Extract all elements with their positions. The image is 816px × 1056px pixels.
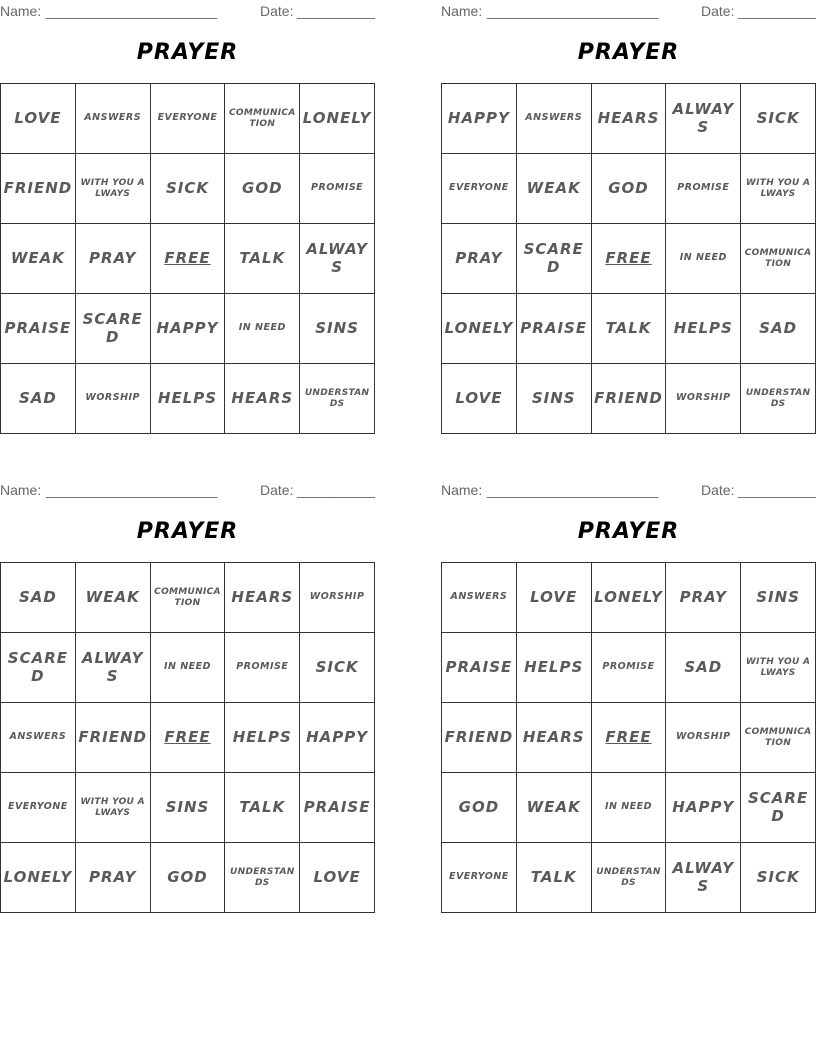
bingo-cell: WITH YOU ALWAYS xyxy=(76,154,151,224)
date-line: __________ xyxy=(297,3,375,19)
bingo-cell: IN NEED xyxy=(592,773,667,843)
bingo-cell: FRIEND xyxy=(1,154,76,224)
bingo-cell: FRIEND xyxy=(592,364,667,434)
bingo-cell: HEARS xyxy=(592,84,667,154)
bingo-grid xyxy=(0,562,375,913)
bingo-cell: TALK xyxy=(517,843,592,913)
bingo-cell: SCARED xyxy=(741,773,816,843)
bingo-free-cell: FREE xyxy=(592,703,667,773)
bingo-cell: WEAK xyxy=(76,563,151,633)
card-title: PRAYER xyxy=(577,519,680,544)
bingo-cell: GOD xyxy=(442,773,517,843)
bingo-cell: SCARED xyxy=(76,294,151,364)
card-title: PRAYER xyxy=(136,40,239,65)
bingo-cell: SCARED xyxy=(517,224,592,294)
bingo-cell: SAD xyxy=(741,294,816,364)
date-label: Date: xyxy=(260,3,294,19)
card-title: PRAYER xyxy=(577,40,680,65)
bingo-cell: EVERYONE xyxy=(151,84,226,154)
bingo-card-4 xyxy=(441,479,816,919)
bingo-cell: SAD xyxy=(1,563,76,633)
bingo-cell: PRAISE xyxy=(517,294,592,364)
bingo-cell: WEAK xyxy=(517,773,592,843)
date-label: Date: xyxy=(701,482,735,498)
card-header xyxy=(0,482,375,498)
bingo-cell: ALWAYS xyxy=(666,843,741,913)
bingo-cell: WORSHIP xyxy=(300,563,375,633)
bingo-cell: WITH YOU ALWAYS xyxy=(741,633,816,703)
bingo-grid xyxy=(441,562,816,913)
bingo-cell: WORSHIP xyxy=(666,703,741,773)
bingo-cell: LONELY xyxy=(442,294,517,364)
card-header xyxy=(0,3,375,19)
bingo-cell: ANSWERS xyxy=(1,703,76,773)
card-title: PRAYER xyxy=(136,519,239,544)
bingo-grid xyxy=(0,83,375,434)
bingo-cell: FRIEND xyxy=(442,703,517,773)
bingo-cell: FRIEND xyxy=(76,703,151,773)
bingo-cell: UNDERSTANDS xyxy=(225,843,300,913)
name-label: Name: xyxy=(441,482,483,498)
card-header xyxy=(441,482,816,498)
bingo-cell: ANSWERS xyxy=(76,84,151,154)
bingo-card-2 xyxy=(441,0,816,440)
bingo-cell: SAD xyxy=(666,633,741,703)
bingo-free-cell: FREE xyxy=(592,224,667,294)
bingo-cell: LONELY xyxy=(300,84,375,154)
bingo-cell: COMMUNICATION xyxy=(741,703,816,773)
bingo-cell: LOVE xyxy=(517,563,592,633)
bingo-cell: UNDERSTANDS xyxy=(300,364,375,434)
date-line: __________ xyxy=(738,482,816,498)
bingo-cell: EVERYONE xyxy=(442,843,517,913)
bingo-cell: SAD xyxy=(1,364,76,434)
bingo-cell: PROMISE xyxy=(592,633,667,703)
bingo-cell: ALWAYS xyxy=(300,224,375,294)
date-label: Date: xyxy=(260,482,294,498)
name-label: Name: xyxy=(441,3,483,19)
bingo-cell: ALWAYS xyxy=(666,84,741,154)
bingo-cell: GOD xyxy=(151,843,226,913)
bingo-cell: GOD xyxy=(225,154,300,224)
bingo-cell: SICK xyxy=(300,633,375,703)
bingo-cell: HAPPY xyxy=(151,294,226,364)
bingo-grid xyxy=(441,83,816,434)
bingo-cell: WEAK xyxy=(1,224,76,294)
bingo-cell: TALK xyxy=(225,773,300,843)
name-label: Name: xyxy=(0,3,42,19)
bingo-cell: ANSWERS xyxy=(442,563,517,633)
bingo-cell: HAPPY xyxy=(666,773,741,843)
bingo-cell: COMMUNICATION xyxy=(741,224,816,294)
bingo-cell: LONELY xyxy=(592,563,667,633)
bingo-cell: PRAY xyxy=(442,224,517,294)
bingo-cell: WORSHIP xyxy=(666,364,741,434)
bingo-card-1 xyxy=(0,0,375,440)
bingo-cell: LOVE xyxy=(1,84,76,154)
bingo-cell: WEAK xyxy=(517,154,592,224)
bingo-cell: PROMISE xyxy=(225,633,300,703)
bingo-cell: PRAISE xyxy=(300,773,375,843)
bingo-cell: EVERYONE xyxy=(1,773,76,843)
bingo-cell: SINS xyxy=(517,364,592,434)
bingo-cell: SICK xyxy=(741,84,816,154)
bingo-cell: SCARED xyxy=(1,633,76,703)
date-line: __________ xyxy=(738,3,816,19)
bingo-cell: PRAY xyxy=(666,563,741,633)
bingo-cell: WORSHIP xyxy=(76,364,151,434)
bingo-cell: LONELY xyxy=(1,843,76,913)
bingo-cell: PRAISE xyxy=(442,633,517,703)
bingo-cell: ALWAYS xyxy=(76,633,151,703)
name-line: ______________________ xyxy=(487,3,659,19)
date-line: __________ xyxy=(297,482,375,498)
bingo-cell: SINS xyxy=(151,773,226,843)
bingo-cell: UNDERSTANDS xyxy=(741,364,816,434)
bingo-cell: HAPPY xyxy=(442,84,517,154)
bingo-cell: LOVE xyxy=(300,843,375,913)
bingo-cell: HELPS xyxy=(666,294,741,364)
name-label: Name: xyxy=(0,482,42,498)
bingo-cell: ANSWERS xyxy=(517,84,592,154)
bingo-cell: WITH YOU ALWAYS xyxy=(741,154,816,224)
bingo-cell: PROMISE xyxy=(666,154,741,224)
bingo-cell: IN NEED xyxy=(151,633,226,703)
bingo-cell: SINS xyxy=(300,294,375,364)
bingo-cell: PRAY xyxy=(76,224,151,294)
bingo-cell: PRAY xyxy=(76,843,151,913)
card-header xyxy=(441,3,816,19)
bingo-cell: HEARS xyxy=(517,703,592,773)
date-label: Date: xyxy=(701,3,735,19)
bingo-cell: SINS xyxy=(741,563,816,633)
bingo-cell: LOVE xyxy=(442,364,517,434)
bingo-cell: COMMUNICATION xyxy=(225,84,300,154)
bingo-cell: COMMUNICATION xyxy=(151,563,226,633)
bingo-cell: UNDERSTANDS xyxy=(592,843,667,913)
name-line: ______________________ xyxy=(46,482,218,498)
bingo-cell: SICK xyxy=(741,843,816,913)
bingo-cell: GOD xyxy=(592,154,667,224)
name-line: ______________________ xyxy=(46,3,218,19)
bingo-cell: TALK xyxy=(225,224,300,294)
bingo-free-cell: FREE xyxy=(151,703,226,773)
bingo-cell: HEARS xyxy=(225,364,300,434)
bingo-cell: IN NEED xyxy=(225,294,300,364)
name-line: ______________________ xyxy=(487,482,659,498)
bingo-card-3 xyxy=(0,479,375,919)
bingo-cell: HELPS xyxy=(151,364,226,434)
bingo-cell: TALK xyxy=(592,294,667,364)
bingo-cell: HELPS xyxy=(225,703,300,773)
bingo-cell: IN NEED xyxy=(666,224,741,294)
bingo-cell: SICK xyxy=(151,154,226,224)
bingo-cell: EVERYONE xyxy=(442,154,517,224)
bingo-cell: WITH YOU ALWAYS xyxy=(76,773,151,843)
bingo-cell: HELPS xyxy=(517,633,592,703)
bingo-cell: HEARS xyxy=(225,563,300,633)
bingo-cell: HAPPY xyxy=(300,703,375,773)
bingo-cell: PRAISE xyxy=(1,294,76,364)
bingo-cell: PROMISE xyxy=(300,154,375,224)
bingo-free-cell: FREE xyxy=(151,224,226,294)
